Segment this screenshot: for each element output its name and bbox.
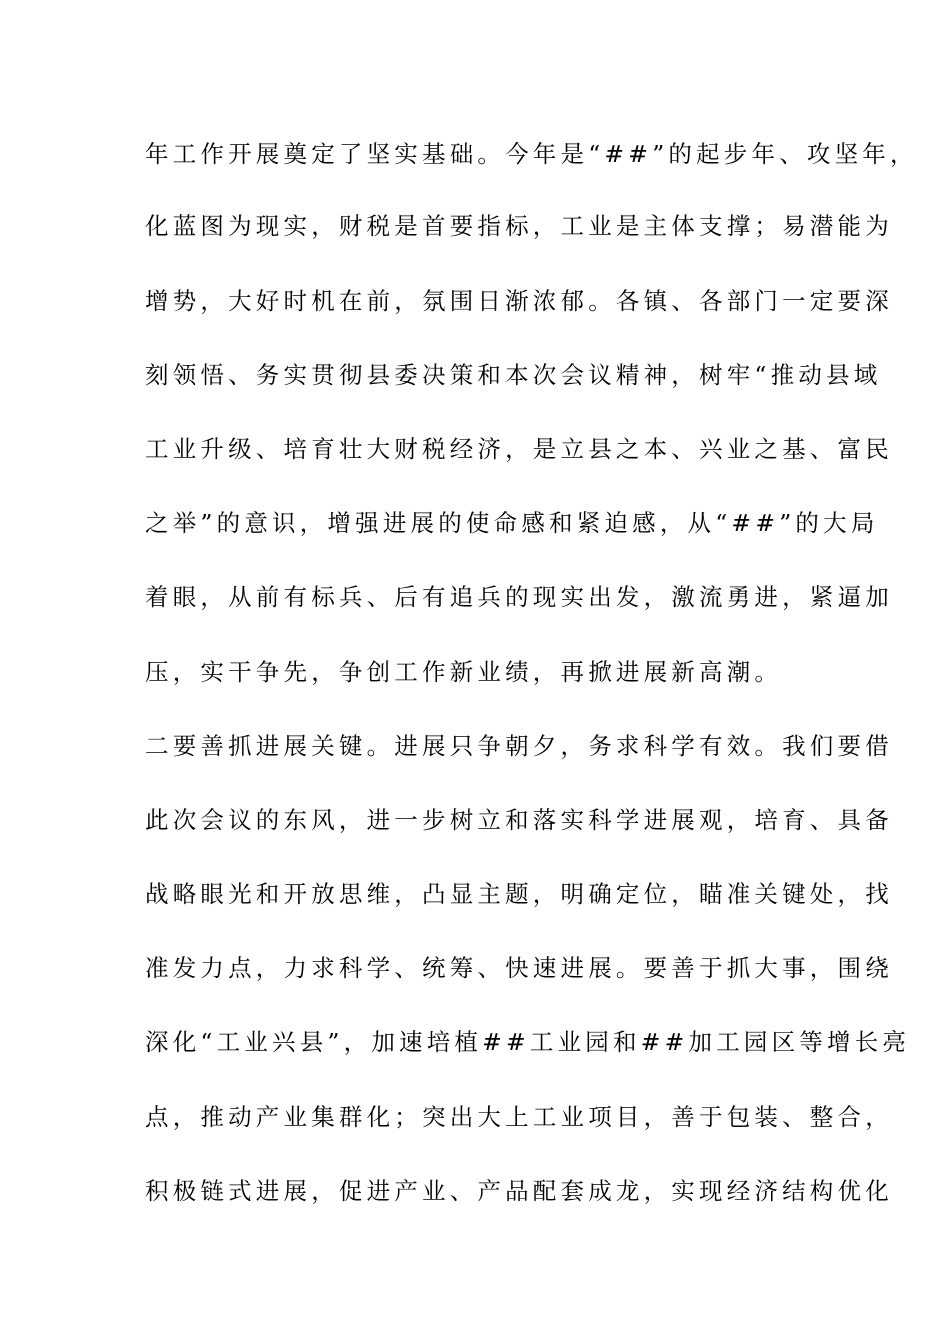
body-text-line: 准发力点，力求科学、统筹、快速进展。要善于抓大事，围绕 (145, 954, 893, 982)
body-text-line: 积极链式进展，促进产业、产品配套成龙，实现经济结构优化 (145, 1177, 893, 1205)
body-text-line: 年工作开展奠定了坚实基础。今年是“##”的起步年、攻坚年， (145, 140, 918, 168)
body-text-line: 二要善抓进展关键。进展只争朝夕，务求科学有效。我们要借 (145, 732, 893, 760)
body-text-line: 工业升级、培育壮大财税经济，是立县之本、兴业之基、富民 (145, 435, 893, 463)
body-text-line: 之举”的意识，增强进展的使命感和紧迫感，从“##”的大局 (145, 509, 879, 537)
body-text-line: 化蓝图为现实，财税是首要指标，工业是主体支撑；易潜能为 (145, 212, 893, 240)
body-text-line: 增势，大好时机在前，氛围日渐浓郁。各镇、各部门一定要深 (145, 287, 893, 315)
body-text-line: 此次会议的东风，进一步树立和落实科学进展观，培育、具备 (145, 806, 893, 834)
body-text-line: 点，推动产业集群化；突出大上工业项目，善于包装、整合， (145, 1103, 893, 1131)
body-text-line: 压，实干争先，争创工作新业绩，再掀进展新高潮。 (145, 658, 783, 686)
body-text-line: 刻领悟、务实贯彻县委决策和本次会议精神，树牢“推动县域 (145, 361, 882, 389)
body-text-line: 着眼，从前有标兵、后有追兵的现实出发，激流勇进，紧逼加 (145, 583, 893, 611)
body-text-line: 深化“工业兴县”，加速培植##工业园和##加工园区等增长亮 (145, 1028, 911, 1056)
body-text-line: 战略眼光和开放思维，凸显主题，明确定位，瞄准关键处，找 (145, 880, 893, 908)
